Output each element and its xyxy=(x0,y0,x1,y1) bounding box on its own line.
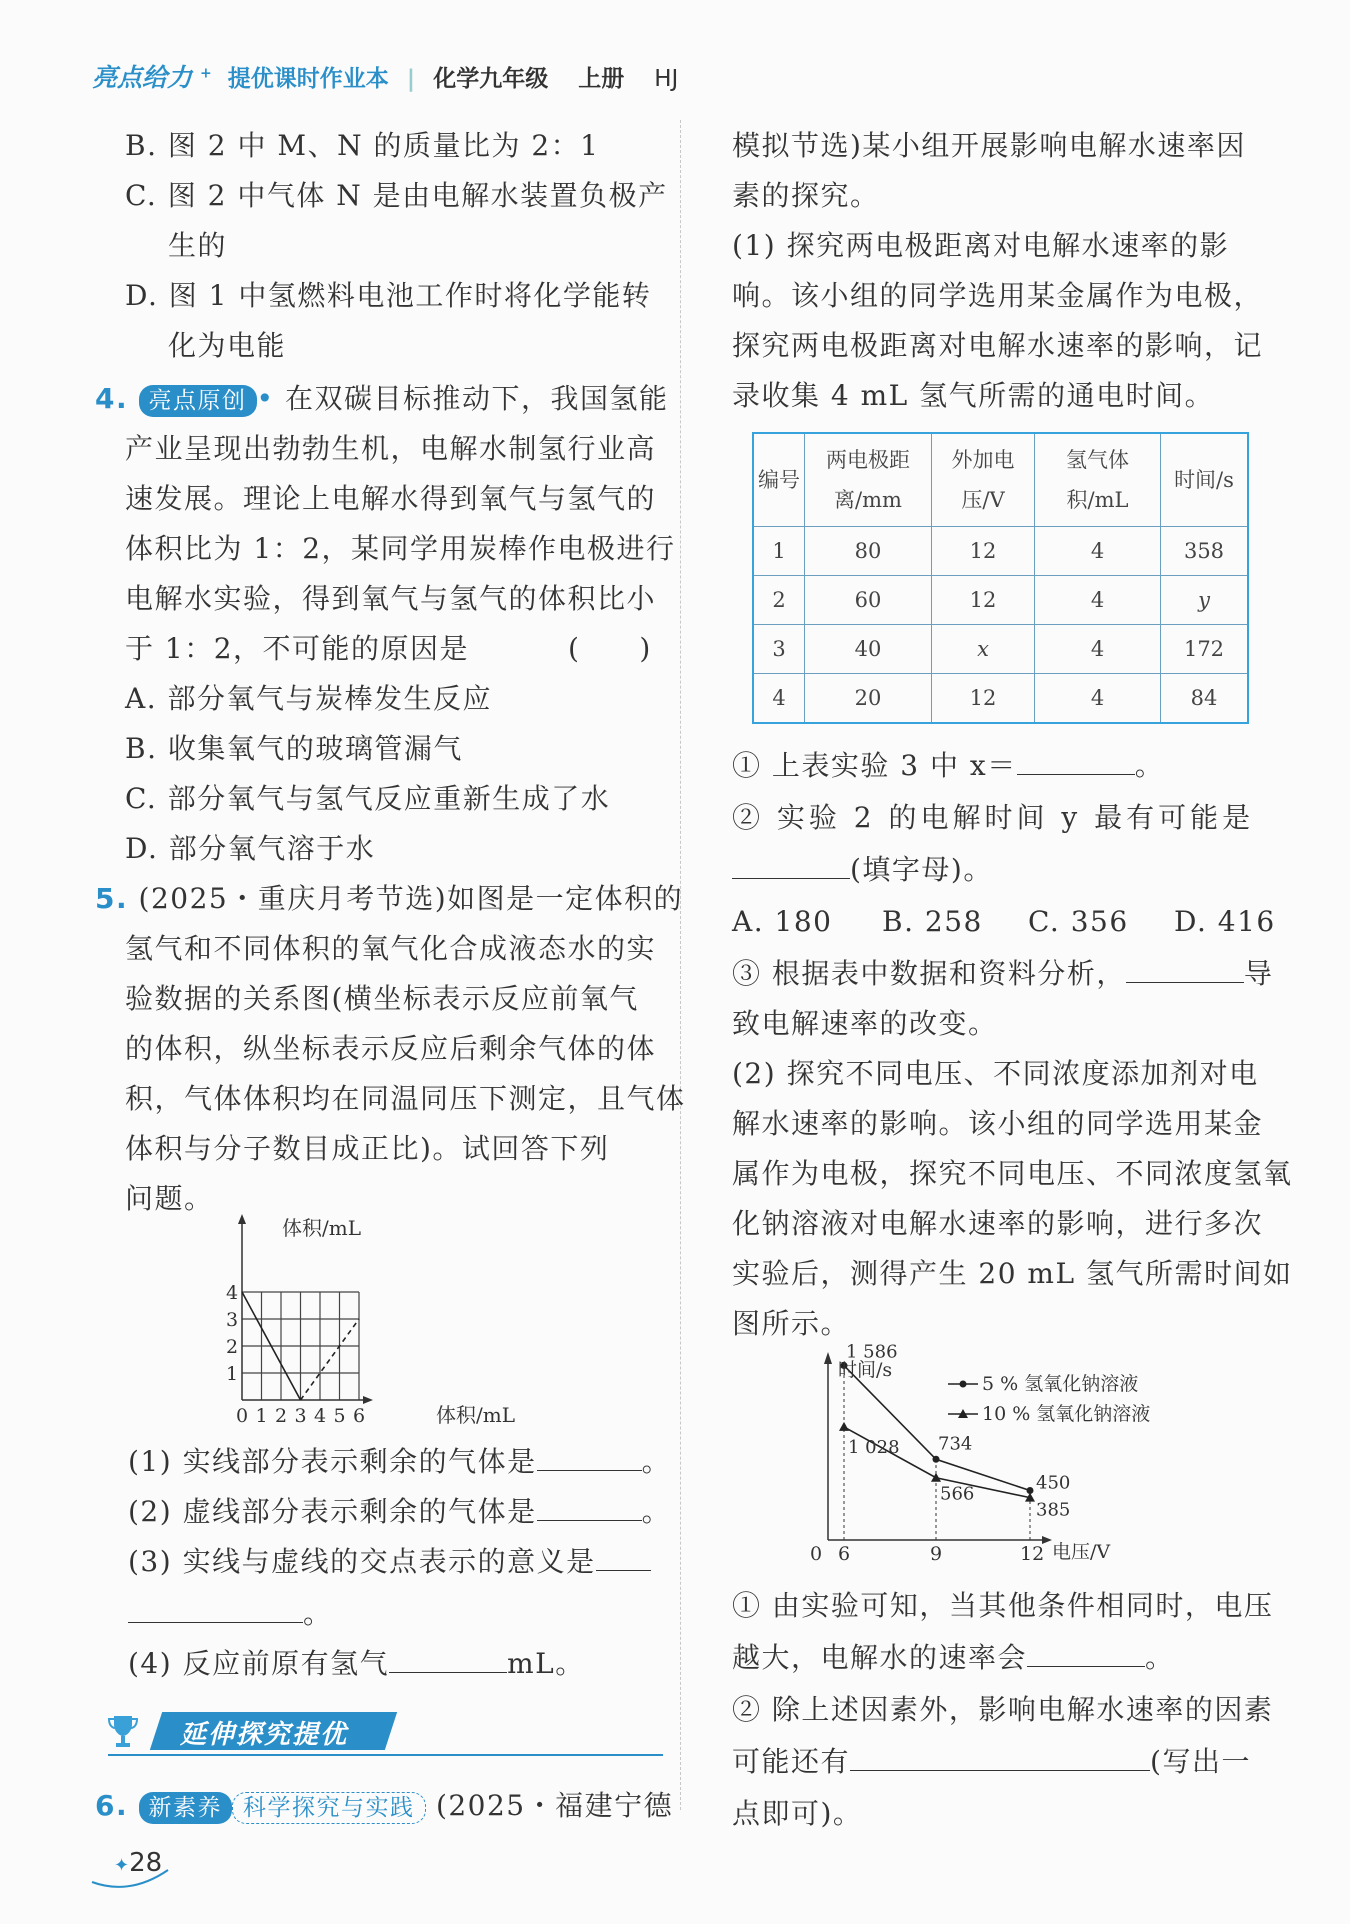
q6-part1-1: (1) 探究两电极距离对电解水速率的影 xyxy=(732,229,1230,262)
x-tick-label: 5 xyxy=(333,1405,346,1427)
brand-logo: 亮点给力 xyxy=(92,63,193,92)
x-axis-arrow xyxy=(363,1396,373,1404)
q5-sub-4-text: (4) 反应前原有氢气 xyxy=(128,1647,390,1680)
choice-b: B. 258 xyxy=(882,905,983,938)
header-text: 离/mm xyxy=(834,488,902,512)
answer-blank[interactable] xyxy=(850,1740,1150,1771)
table-cell: x xyxy=(932,625,1035,674)
table-cell: 1 xyxy=(753,527,805,576)
q5-sub-4-end: mL。 xyxy=(507,1647,585,1680)
table-row xyxy=(753,674,1248,724)
table-row xyxy=(753,625,1248,674)
y-tick-label: 3 xyxy=(226,1309,239,1331)
q6-part2-4: 化钠溶液对电解水速率的影响，进行多次 xyxy=(732,1207,1264,1240)
table-cell: 12 xyxy=(932,674,1035,724)
q3-option-d-cont: 化为电能 xyxy=(168,329,287,362)
section-banner xyxy=(108,1710,663,1756)
table-cell: 60 xyxy=(805,576,932,625)
x-tick-label: 4 xyxy=(314,1405,327,1427)
table-cell: 80 xyxy=(805,527,932,576)
x-tick-label: 0 xyxy=(236,1405,249,1427)
answer-blank[interactable] xyxy=(1027,1636,1145,1667)
q6-part1-2: 响。该小组的同学选用某金属作为电极， xyxy=(732,279,1264,312)
answer-1-text: ① 上表实验 3 中 x＝ xyxy=(732,749,1017,782)
q4-text-5: 电解水实验，得到氧气与氢气的体积比小 xyxy=(125,582,657,615)
q5-text-1: (2025・重庆月考节选)如图是一定体积的 xyxy=(138,882,684,915)
q5-text-7: 问题。 xyxy=(125,1182,214,1215)
q5-sub-3-cont xyxy=(128,1590,333,1638)
answer-b2-cont xyxy=(732,1738,1251,1786)
q5-sub-3 xyxy=(128,1538,651,1586)
q5-text-2: 氢气和不同体积的氧气化合成液态水的实 xyxy=(125,932,657,965)
data-label: 1 586 xyxy=(846,1341,898,1363)
data-point xyxy=(933,1456,940,1463)
answer-3-end: 导 xyxy=(1243,957,1274,990)
answer-blank[interactable] xyxy=(732,848,850,879)
header-distance xyxy=(805,433,932,527)
answer-2-hint: (填字母)。 xyxy=(850,853,993,886)
header-id xyxy=(753,433,805,527)
x-tick-label: 6 xyxy=(838,1543,851,1565)
q3-option-c-cont: 生的 xyxy=(168,229,228,262)
y-tick-label: 4 xyxy=(226,1282,239,1304)
answer-blank[interactable] xyxy=(596,1540,651,1571)
chart1-grid xyxy=(242,1292,359,1400)
answer-blank[interactable] xyxy=(1126,952,1244,983)
table-cell: y xyxy=(1161,576,1249,625)
q4-text-1: 在双碳目标推动下，我国氢能 xyxy=(284,382,669,415)
page-number: ✦28 xyxy=(114,1848,163,1878)
original-badge: 亮点原创 xyxy=(139,385,257,417)
choice-d: D. 416 xyxy=(1174,905,1276,938)
table-cell: 4 xyxy=(1035,527,1161,576)
page-number-text: 28 xyxy=(129,1848,163,1878)
answer-blank[interactable] xyxy=(537,1440,642,1471)
voltage-time-chart xyxy=(808,1341,1208,1573)
table-cell: 40 xyxy=(805,625,932,674)
q6-part2-1: (2) 探究不同电压、不同浓度添加剂对电 xyxy=(732,1057,1259,1090)
header-text: 两电极距 xyxy=(826,448,910,472)
choice-c: C. 356 xyxy=(1028,905,1129,938)
data-label: 450 xyxy=(1036,1472,1071,1494)
table-cell: 172 xyxy=(1161,625,1249,674)
q3-option-b: B. 图 2 中 M、N 的质量比为 2：1 xyxy=(125,129,600,162)
header-volume xyxy=(1035,433,1161,527)
legend-label: 10 % 氢氧化钠溶液 xyxy=(982,1403,1151,1425)
q6-text-2: 模拟节选)某小组开展影响电解水速率因 xyxy=(732,129,1246,162)
q5-text-3: 验数据的关系图(横坐标表示反应前氧气 xyxy=(125,982,639,1015)
practice-tagline: 科学探究与实践 xyxy=(232,1792,426,1824)
answer-2: ② 实验 2 的电解时间 y 最有可能是 xyxy=(732,801,1255,834)
q6-part1-4: 录收集 4 mL 氢气所需的通电时间。 xyxy=(732,379,1215,412)
header-text: 压/V xyxy=(961,488,1005,512)
table-row xyxy=(753,527,1248,576)
column-divider xyxy=(680,120,681,1810)
y-tick-label: 2 xyxy=(226,1336,239,1358)
answer-b1-cont xyxy=(732,1634,1175,1682)
edition-label: HJ xyxy=(654,66,679,92)
header-time xyxy=(1161,433,1249,527)
data-label: 734 xyxy=(938,1433,973,1455)
q5-text-5: 积，气体体积均在同温同压下测定，且气体 xyxy=(125,1082,686,1115)
header-text: 编号 xyxy=(758,468,800,492)
q6-part2-3: 属作为电极，探究不同电压、不同浓度氢氧 xyxy=(732,1157,1293,1190)
x-tick-label: 9 xyxy=(930,1543,943,1565)
q5-sub-1-end: 。 xyxy=(641,1445,672,1478)
answer-blank[interactable] xyxy=(389,1642,507,1673)
q3-option-c: C. 图 2 中气体 N 是由电解水装置负极产 xyxy=(125,179,668,212)
q4-text-6: 于 1：2，不可能的原因是 xyxy=(125,632,470,665)
x-tick-label: 2 xyxy=(275,1405,288,1427)
q6-number: 6. xyxy=(95,1789,129,1822)
q6-part2-5: 实验后，测得产生 20 mL 氢气所需时间如 xyxy=(732,1257,1293,1290)
table-cell: 4 xyxy=(753,674,805,724)
table-cell: 2 xyxy=(753,576,805,625)
chart2-legend xyxy=(948,1373,1150,1425)
q5-line-1 xyxy=(95,875,683,923)
q5-sub-2-end: 。 xyxy=(641,1495,672,1528)
page-swoosh-icon xyxy=(90,1862,170,1892)
header-text: 外加电 xyxy=(951,448,1015,472)
q5-sub-4 xyxy=(128,1640,585,1688)
x-tick-label: 12 xyxy=(1020,1543,1045,1565)
q4-option-a: A. 部分氧气与炭棒发生反应 xyxy=(125,682,493,715)
data-label: 566 xyxy=(940,1483,975,1505)
q5-sub-3-end: 。 xyxy=(303,1597,333,1630)
table-row xyxy=(753,576,1248,625)
answer-2-cont xyxy=(732,846,993,894)
q6-part1-3: 探究两电极距离对电解水速率的影响，记 xyxy=(732,329,1264,362)
chart1-x-axis-label: 体积/mL xyxy=(436,1403,515,1427)
dashed-series-line xyxy=(301,1319,360,1400)
answer-b1-text: 越大，电解水的速率会 xyxy=(732,1641,1028,1674)
legend-label: 5 % 氢氧化钠溶液 xyxy=(982,1373,1139,1395)
q4-number: 4. xyxy=(95,382,129,415)
table-cell: 4 xyxy=(1035,625,1161,674)
answer-b2-cont2: 点即可)。 xyxy=(732,1797,863,1830)
q4-option-b: B. 收集氧气的玻璃管漏气 xyxy=(125,732,463,765)
chart2-y-axis-label: 时间/s xyxy=(838,1359,893,1381)
q5-sub-2 xyxy=(128,1488,671,1536)
chart1-ticks xyxy=(226,1282,365,1427)
header-text: 时间/s xyxy=(1174,468,1234,492)
q6-text-3: 素的探究。 xyxy=(732,179,880,212)
table-cell: 4 xyxy=(1035,674,1161,724)
y-axis-arrow xyxy=(238,1214,246,1224)
answer-3-text: ③ 根据表中数据和资料分析， xyxy=(732,957,1126,990)
volume-label: 上册 xyxy=(578,66,625,92)
q5-sub-2-text: (2) 虚线部分表示剩余的气体是 xyxy=(128,1495,537,1528)
table-cell: 358 xyxy=(1161,527,1249,576)
table-cell: 12 xyxy=(932,527,1035,576)
answer-b1-end: 。 xyxy=(1145,1641,1175,1674)
q4-text-3: 速发展。理论上电解水得到氧气与氢气的 xyxy=(125,482,657,515)
table-cell: 3 xyxy=(753,625,805,674)
q3-option-d: D. 图 1 中氢燃料电池工作时将化学能转 xyxy=(125,279,652,312)
q5-number: 5. xyxy=(95,882,129,915)
q4-option-d: D. 部分氧气溶于水 xyxy=(125,832,376,865)
data-label: 1 028 xyxy=(848,1436,900,1458)
q6-part2-6: 图所示。 xyxy=(732,1307,851,1340)
trophy-icon xyxy=(108,1714,138,1750)
q4-line-1: 4. 亮点原创 • 在双碳目标推动下，我国氢能 xyxy=(95,382,669,415)
electrode-distance-table xyxy=(752,432,1249,724)
data-point xyxy=(839,1422,849,1431)
x-tick-label: 0 xyxy=(810,1543,823,1565)
q5-text-4: 的体积，纵坐标表示反应后剩余气体的体 xyxy=(125,1032,657,1065)
table-cell: 4 xyxy=(1035,576,1161,625)
q6-line-1 xyxy=(95,1782,673,1830)
answer-b2-text: 可能还有 xyxy=(732,1745,851,1778)
table-cell: 12 xyxy=(932,576,1035,625)
data-point xyxy=(931,1473,941,1482)
chart1-axes xyxy=(238,1214,373,1404)
answer-b2-end: (写出一 xyxy=(1150,1745,1251,1778)
legend-marker xyxy=(960,1381,967,1388)
answer-blank[interactable] xyxy=(1017,744,1135,775)
y-tick-label: 1 xyxy=(226,1363,239,1385)
table-cell: 20 xyxy=(805,674,932,724)
answer-b2: ② 除上述因素外，影响电解水速率的因素 xyxy=(732,1693,1274,1726)
q4-text-4: 体积比为 1：2，某同学用炭棒作电极进行 xyxy=(125,532,676,565)
page-header: 亮点给力 + 提优课时作业本 | 化学九年级 上册 HJ xyxy=(92,63,679,92)
x-tick-label: 3 xyxy=(294,1405,307,1427)
series-title: 提优课时作业本 xyxy=(227,66,389,92)
answer-paren: ( ) xyxy=(568,632,652,665)
table-header-row xyxy=(753,433,1248,527)
q5-sub-1-text: (1) 实线部分表示剩余的气体是 xyxy=(128,1445,537,1478)
choice-a: A. 180 xyxy=(732,905,833,938)
answer-3 xyxy=(732,950,1273,998)
q5-text-6: 体积与分子数目成正比)。试回答下列 xyxy=(125,1132,610,1165)
q4-option-c: C. 部分氧气与氢气反应重新生成了水 xyxy=(125,782,611,815)
chart1-y-axis-label: 体积/mL xyxy=(282,1216,361,1240)
x-tick-label: 1 xyxy=(255,1405,268,1427)
q5-sub-3-text: (3) 实线与虚线的交点表示的意义是 xyxy=(128,1545,596,1578)
answer-blank[interactable] xyxy=(537,1490,642,1521)
section-title: 延伸探究提优 xyxy=(180,1720,349,1750)
q6-text-1: (2025・福建宁德 xyxy=(435,1789,674,1822)
chart2-x-axis-label: 电压/V xyxy=(1052,1541,1111,1563)
answer-b1: ① 由实验可知，当其他条件相同时，电压 xyxy=(732,1589,1274,1622)
answer-blank[interactable] xyxy=(128,1592,303,1623)
y-axis-arrow xyxy=(824,1352,832,1364)
q5-sub-1 xyxy=(128,1438,671,1486)
header-text: 氢气体 xyxy=(1066,448,1129,472)
answer-3-cont: 致电解速率的改变。 xyxy=(732,1007,998,1040)
header-text: 积/mL xyxy=(1066,488,1129,512)
volume-chart xyxy=(226,1210,560,1430)
answer-1 xyxy=(732,742,1164,790)
x-tick-label: 6 xyxy=(353,1405,366,1427)
table-cell: 84 xyxy=(1161,674,1249,724)
data-label: 385 xyxy=(1036,1499,1071,1521)
answer-1-end: 。 xyxy=(1134,749,1165,782)
header-voltage xyxy=(932,433,1035,527)
q6-part2-2: 解水速率的影响。该小组的同学选用某金 xyxy=(732,1107,1264,1140)
new-literacy-badge: 新素养 xyxy=(139,1792,233,1824)
subject-label: 化学九年级 xyxy=(433,66,549,92)
q4-text-2: 产业呈现出勃勃生机，电解水制氢行业高 xyxy=(125,432,657,465)
